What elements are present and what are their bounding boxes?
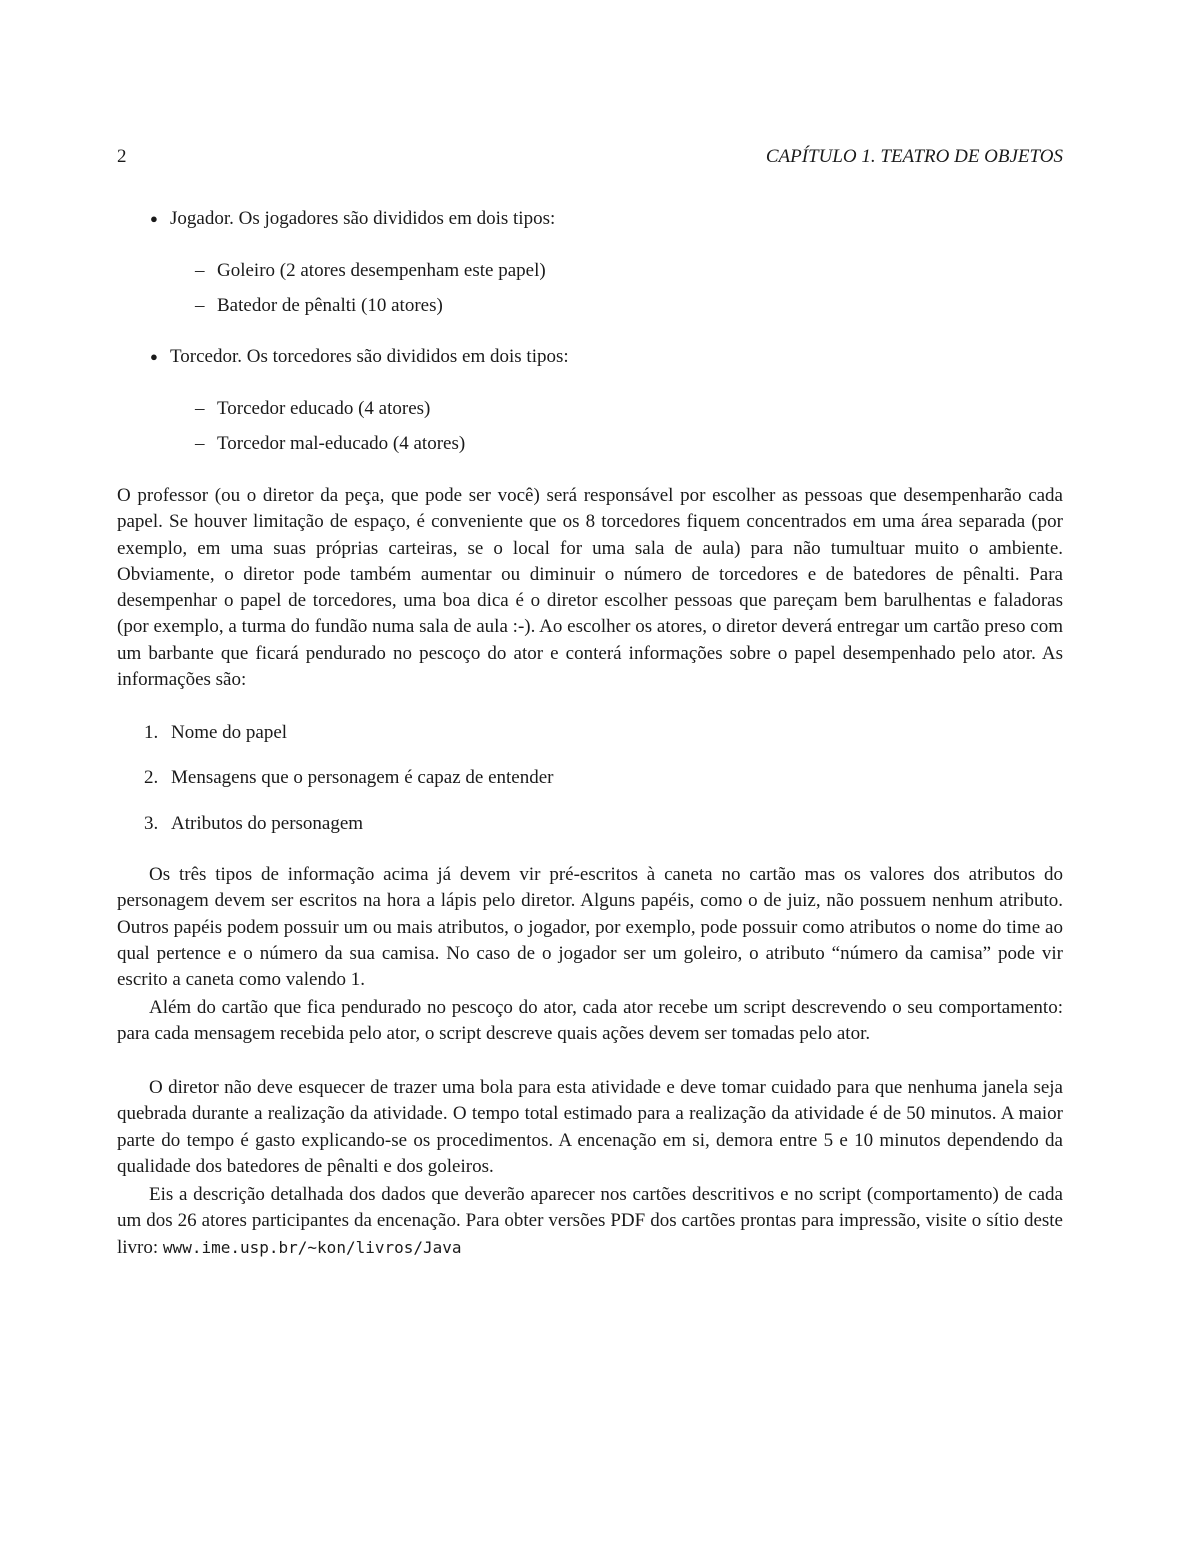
role-list-jogador [117,206,1063,319]
sub-list-item-torcedor-mal-educado [117,431,1063,457]
bullet-icon: ● [150,211,158,226]
paragraph-director: O diretor não deve esquecer de trazer uma bola para esta atividade e deve tomar cuidado para que nenhuma janela seja quebrada durante a realização da atividade. O tempo total estimado para a realização da atividade é de 50 minutos. A maior parte do tempo é gasto explicando-se os procedimentos. A encenação em si, demora entre 5 e 10 minutos dependendo da qualidade dos batedores de pênalti e dos goleiros. [117,1077,1063,1177]
dash-icon: – [195,260,205,281]
sub-list-item-text: Torcedor mal-educado (4 atores) [217,433,466,454]
list-item-text: Torcedor. Os torcedores são divididos em dois tipos: [170,346,569,367]
chapter-title: CAPÍTULO 1. TEATRO DE OBJETOS [765,146,1063,167]
sub-list-item-text: Batedor de pênalti (10 atores) [217,295,443,316]
list-item-text: Jogador. Os jogadores são divididos em dois tipos: [170,208,556,229]
page-number: 2 [117,146,127,167]
running-head [117,146,1063,172]
enum-number: 3. [144,813,159,834]
dash-icon: – [195,295,205,316]
paragraph-final [117,1182,1063,1261]
paragraph-final-text: Eis a descrição detalhada dos dados que deverão aparecer nos cartões descritivos e no script (comportamento) de cada um dos 26 atores participantes da encenação. Para obter versões PDF dos cartões prontas para impressão, visite o sítio deste livro: [117,1184,1063,1258]
paragraph-attributes: Os três tipos de informação acima já devem vir pré-escritos à caneta no cartão mas os valores dos atributos do personagem devem ser escritos na hora a lápis pelo diretor. Alguns papéis, como o de juiz, não possuem nenhum atributo. Outros papéis podem possuir um ou mais atributos, o jogador, por exemplo, pode possuir como atributos o nome do time ao qual pertence e o número da sua camisa. No caso de o jogador ser um goleiro, o atributo “número da camisa” pode vir escrito a caneta como valendo 1. [117,864,1063,991]
enum-number: 1. [144,722,159,743]
sub-list-item-text: Goleiro (2 atores desempenham este papel) [217,260,546,281]
sub-list-item-goleiro [117,258,1063,284]
list-item-torcedor [117,344,1063,370]
book-url-link[interactable]: www.ime.usp.br/~kon/livros/Java [162,1237,462,1257]
enum-label: Mensagens que o personagem é capaz de entender [171,767,554,788]
enum-label: Atributos do personagem [171,813,364,834]
sub-list-item-text: Torcedor educado (4 atores) [217,398,431,419]
sub-list-item-torcedor-educado [117,396,1063,422]
sub-list-item-batedor [117,293,1063,319]
bullet-icon: ● [150,349,158,364]
list-item-jogador [117,206,1063,232]
dash-icon: – [195,398,205,419]
role-list-torcedor [117,344,1063,457]
dash-icon: – [195,433,205,454]
enum-number: 2. [144,767,159,788]
paragraph-intro: O professor (ou o diretor da peça, que pode ser você) será responsável por escolher as pessoas que desempenharão cada papel. Se houver limitação de espaço, é conveniente que os 8 torcedores fiquem concentrados em uma área separada (por exemplo, em uma suas próprias carteiras, se o local for uma sala de aula) para não tumultuar muito o ambiente. Obviamente, o diretor pode também aumentar ou diminuir o número de torcedores e de batedores de pênalti. Para desempenhar o papel de torcedores, uma boa dica é o diretor escolher pessoas que pareçam bem barulhentas e faladoras (por exemplo, a turma do fundão numa sala de aula :-). Ao escolher os atores, o diretor deverá entregar um cartão preso com um barbante que ficará pendurado no pescoço do ator e conterá informações sobre o papel desempenhado pelo ator. As informações são: [117,485,1063,691]
paragraph-script: Além do cartão que fica pendurado no pescoço do ator, cada ator recebe um script descrevendo o seu comportamento: para cada mensagem recebida pelo ator, o script descreve quais ações devem ser tomadas pelo ator. [117,997,1063,1045]
enum-label: Nome do papel [171,722,288,743]
